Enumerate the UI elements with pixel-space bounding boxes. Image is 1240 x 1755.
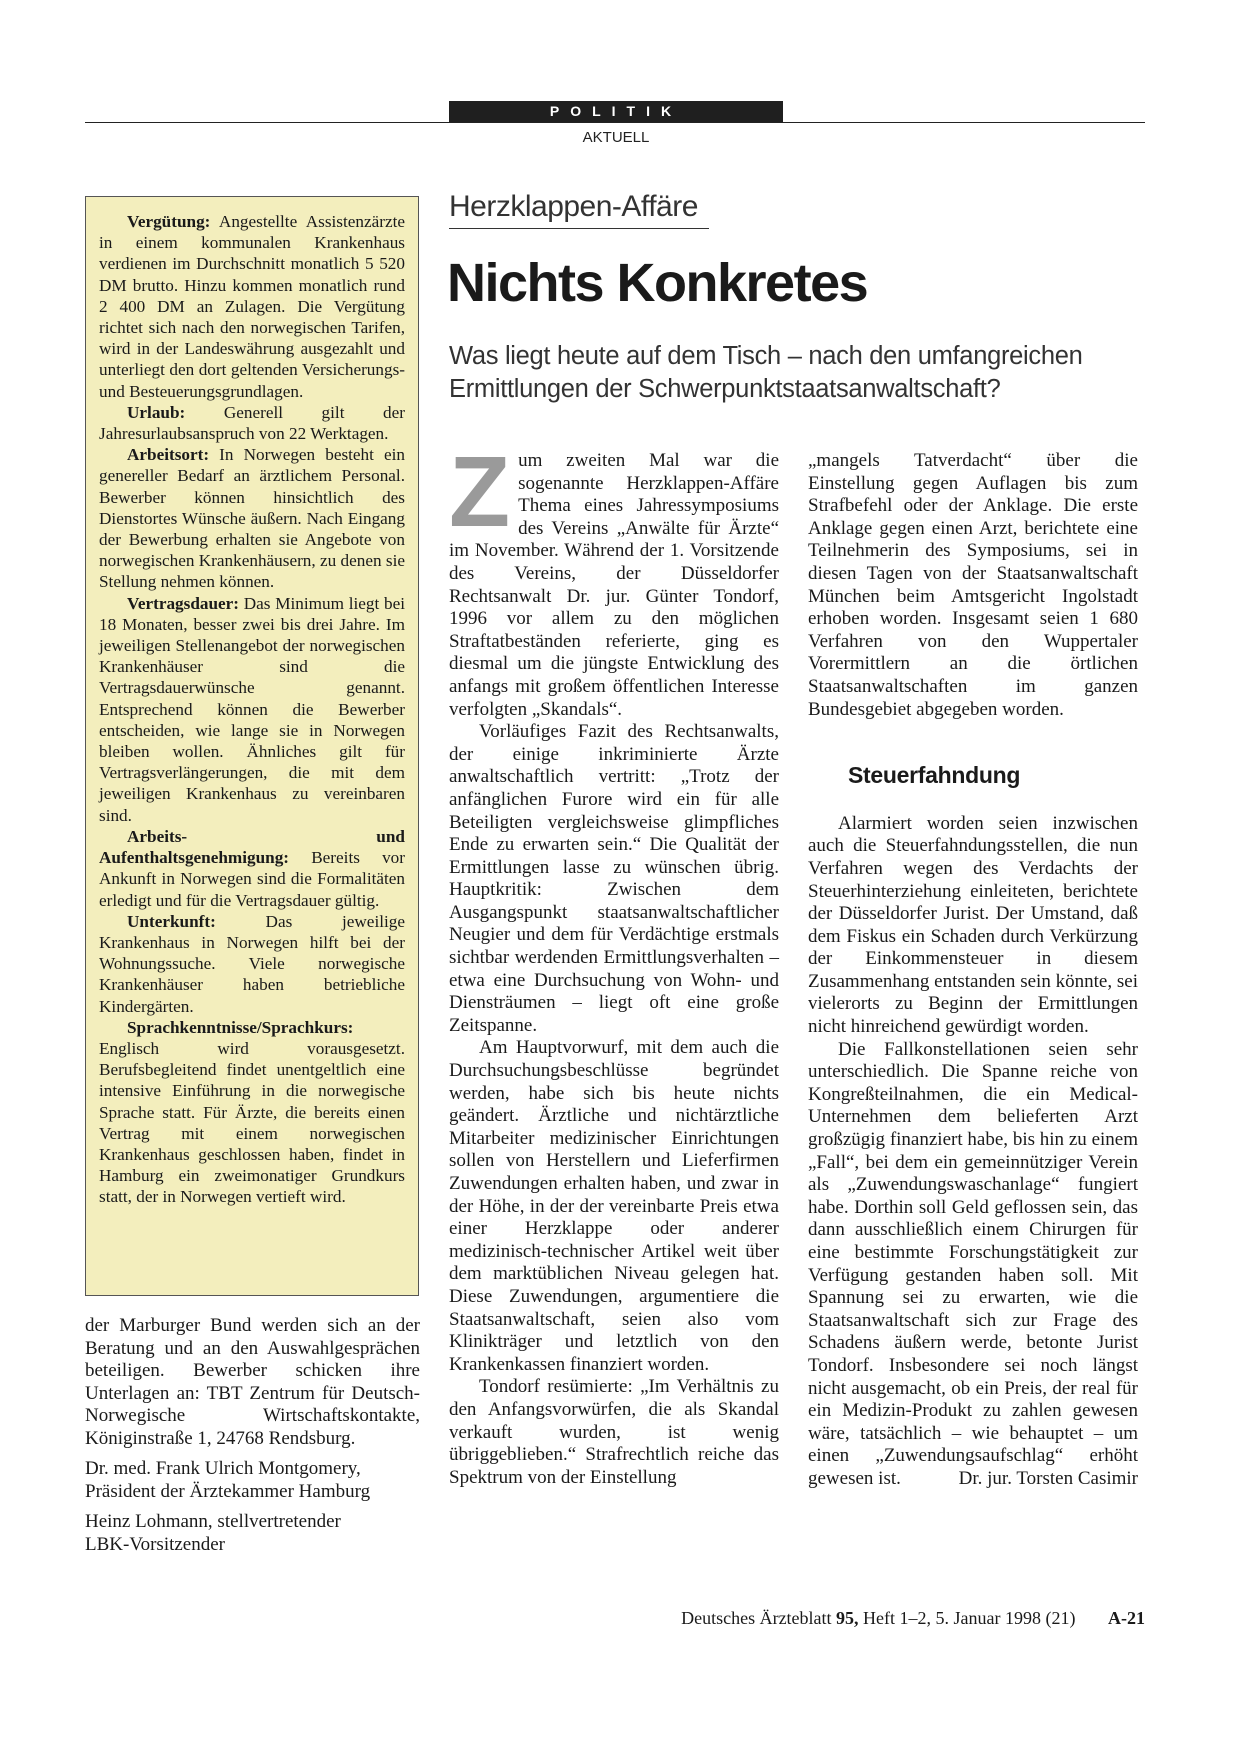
- info-term: Sprachkenntnisse/Sprachkurs:: [127, 1017, 354, 1037]
- signature-title: LBK-Vorsitzender: [85, 1533, 226, 1555]
- signature-name: Dr. med. Frank Ulrich Montgomery,: [85, 1458, 361, 1479]
- article-paragraph: Am Hauptvorwurf, mit dem auch die Durchsuchungsbeschlüsse begründet werden, habe sich bis heute nichts geändert. Ärztliche und nichtärztliche Mitarbeiter medizinischer Einrichtungen sollen von Herstellern und Lieferfirmen Zuwendungen erhalten haben, und zwar in der Höhe, in der der vereinbarte Preis etwa einer Herzklappe oder anderer medizinisch-technischer Artikel weit über dem marktüblichen Niveau gelegen hat. Diese Zuwendungen, argumentiere die Staatsanwaltschaft, seien also vom Klinikträger und letztlich von den Krankenkassen finanziert worden.: [449, 1037, 779, 1375]
- author-byline: Dr. jur. Torsten Casimir: [958, 1467, 1138, 1489]
- info-term: Arbeitsort:: [127, 445, 210, 465]
- signature-title: Präsident der Ärztekammer Hamburg: [85, 1480, 371, 1502]
- article-column-2: [808, 450, 1138, 1491]
- article-column-1: [449, 436, 779, 1489]
- drop-cap: Z: [449, 436, 511, 548]
- page-footer: [600, 1608, 1145, 1629]
- continuation-text: der Marburger Bund werden sich an der Beratung und an den Auswahlgesprächen beteiligen. Bewerber schicken ihre Unterlagen an: TBT Zentrum für Deutsch-Norwegische Wirtschaftskontakte, Königinstraße 1, 24768 Rendsburg.: [85, 1315, 420, 1449]
- info-text: Generell gilt der Jahresurlaubsanspruch von 22 Werktagen.: [99, 402, 405, 444]
- info-term: Vergütung:: [127, 212, 211, 231]
- left-column-bottom: [85, 1315, 420, 1564]
- signature-name: Heinz Lohmann, stellvertretender: [85, 1511, 341, 1532]
- article-paragraph: Vorläufiges Fazit des Rechtsanwalts, der einige inkriminierte Ärzte anwaltschaftlich vertritt: „Trotz der anfänglichen Furore wird ein für alle Beteiligten vergleichsweise glimpfliches Ende zu erwarten sein.“ Die Qualität der Ermittlungen lasse zu wünschen übrig. Hauptkritik: Zwischen dem Ausgangspunkt staatsanwaltschaftlicher Neugier und dem für Verdächtige erstmals sichtbar werdenden Ermittlungsverhalten – etwa eine Durchsuchung von Wohn- und Diensträumen – liegt oft eine große Zeitspanne.: [449, 721, 779, 1036]
- article-paragraph: Die Fallkonstellationen seien sehr unterschiedlich. Die Spanne reiche von Kongreßteilnahmen, die ein Medical-Unternehmen dem belieferten Arzt großzügig finanziert habe, bis hin zu einem „Fall“, bei dem ein gemeinnütziger Verein als „Zuwendungswaschanlage“ fungiert habe. Dorthin soll Geld geflossen sein, das dann ausschließlich einem Chirurgen für eine bestimmte Forschungstätigkeit zur Verfügung gestanden haben soll. Mit Spannung sei zu erwarten, wie die Staatsanwaltschaft sich zur Frage des Schadens äußern werde, betonte Jurist Tondorf. Insbesondere sei noch längst nicht ausgemacht, ob ein Preis, der real für ein Medizin-Produkt zu zahlen gewesen wäre, tatsächlich – wie behauptet – um einen „Zuwendungsaufschlag“ erhöht gewesen ist. Dr. jur. Torsten Casimir: [808, 1038, 1138, 1489]
- info-text: Bereits vor Ankunft in Norwegen sind die Formalitäten erledigt und für die Vertragsdauer gültig.: [99, 848, 405, 910]
- info-text: Das Minimum liegt bei 18 Monaten, besser zwei bis drei Jahre. Im jeweiligen Stellenangebot der norwegischen Krankenhäuser sind die Vertragsdauerwünsche genannt. Entsprechend können die Bewerber entscheiden, wie lange sie in Norwegen bleiben wollen. Ähnliches gilt für Vertragsverlängerungen, die mit dem jeweiligen Krankenhaus zu vereinbaren sind.: [99, 593, 405, 825]
- article-kicker: Herzklappen-Affäre: [449, 190, 709, 229]
- article-paragraph: Zum zweiten Mal war die sogenannte Herzklappen-Affäre Thema eines Jahressymposiums des Vereins „Anwälte für Ärzte“ im November. Während der 1. Vorsitzende des Vereins, der Düsseldorfer Rechtsanwalt Dr. jur. Günter Tondorf, 1996 vor allem zu den möglichen Straftatbeständen referierte, ging es diesmal um die jüngste Entwicklung des anfangs mit großem öffentlichen Interesse verfolgten „Skandals“.: [449, 436, 779, 720]
- info-paragraph: [99, 826, 405, 911]
- journal-name: Deutsches Ärzteblatt: [681, 1608, 832, 1628]
- info-text: In Norwegen besteht ein genereller Bedarf an ärztlichem Personal. Bewerber können hinsichtlich des Dienstortes Wünsche äußern. Nach Eingang der Bewerbung erhalten sie Angebote von norwegischen Krankenhäusern, zu denen sie Stellung nehmen können.: [99, 445, 405, 592]
- journal-issue: Heft 1–2, 5. Januar 1998 (21): [858, 1608, 1076, 1628]
- article-paragraph: Alarmiert worden seien inzwischen auch die Steuerfahndungsstellen, die nun Verfahren wegen des Verdachts der Steuerhinterziehung einleiteten, berichtete der Düsseldorfer Jurist. Der Umstand, daß dem Fiskus ein Schaden durch Verkürzung der Einkommensteuer in diesem Zusammenhang entstanden sein könnte, sei vielerorts zu Beginn der Ermittlungen nicht hinreichend gewürdigt worden.: [808, 812, 1138, 1038]
- info-paragraph: [99, 444, 405, 592]
- info-text: Das jeweilige Krankenhaus in Norwegen hilft bei der Wohnungssuche. Viele norwegische Krankenhäuser haben betriebliche Kindergärten.: [99, 911, 405, 1016]
- info-paragraph: [99, 1017, 405, 1208]
- info-box: [85, 196, 419, 1296]
- signature-block: [85, 1511, 420, 1556]
- section-label: POLITIK: [449, 101, 783, 122]
- article-headline: Nichts Konkretes: [447, 253, 868, 313]
- info-term: Arbeits- und Aufenthaltsgenehmigung:: [99, 826, 405, 868]
- info-term: Urlaub:: [127, 402, 186, 422]
- header-rule: [85, 122, 1145, 123]
- info-paragraph: [99, 211, 405, 402]
- info-paragraph: [99, 402, 405, 444]
- info-text: Angestellte Assistenzärzte in einem kommunalen Krankenhaus verdienen im Durchschnitt monatlich 5 520 DM brutto. Hinzu kommen monatlich rund 2 400 DM an Zulagen. Die Vergütung richtet sich nach den norwegischen Tarifen, wird in der Landeswährung ausgezahlt und unterliegt den dort geltenden Versicherungs- und Besteuerungsgrundlagen.: [99, 212, 405, 401]
- info-paragraph: [99, 593, 405, 826]
- article-subhead: Was liegt heute auf dem Tisch – nach den umfangreichen Ermittlungen der Schwerpunktstaatsanwaltschaft?: [449, 342, 1083, 403]
- info-paragraph: [99, 911, 405, 1017]
- info-term: Unterkunft:: [127, 911, 216, 931]
- subsection-heading: Steuerfahndung: [848, 762, 1021, 789]
- info-text: Englisch wird vorausgesetzt. Berufsbegleitend findet unentgeltlich eine intensive Einführung in die norwegische Sprache statt. Für Ärzte, die bereits einen Vertrag mit einem norwegischen Krankenhaus geschlossen haben, findet in Hamburg ein zweimonatiger Grundkurs statt, der in Norwegen vertieft wird.: [99, 1038, 405, 1207]
- page-number: A-21: [1108, 1608, 1145, 1628]
- article-paragraph: „mangels Tatverdacht“ über die Einstellung gegen Auflagen bis zum Strafbefehl oder der Anklage. Die erste Anklage gegen einen Arzt, berichtete eine Teilnehmerin des Symposiums, sei in diesen Tagen von der Staatsanwaltschaft München beim Amtsgericht Ingolstadt erhoben worden. Insgesamt seien 1 680 Verfahren von den Wuppertaler Vorermittlern an die örtlichen Staatsanwaltschaften im ganzen Bundesgebiet abgegeben worden.: [808, 450, 1138, 720]
- journal-volume: 95,: [836, 1608, 859, 1628]
- subsection-label: AKTUELL: [582, 129, 650, 146]
- signature-block: [85, 1458, 420, 1503]
- article-paragraph: Tondorf resümierte: „Im Verhältnis zu den Anfangsvorwürfen, die als Skandal verkauft wurden, ist wenig übriggeblieben.“ Strafrechtlich reiche das Spektrum von der Einstellung: [449, 1376, 779, 1488]
- info-term: Vertragsdauer:: [127, 593, 240, 613]
